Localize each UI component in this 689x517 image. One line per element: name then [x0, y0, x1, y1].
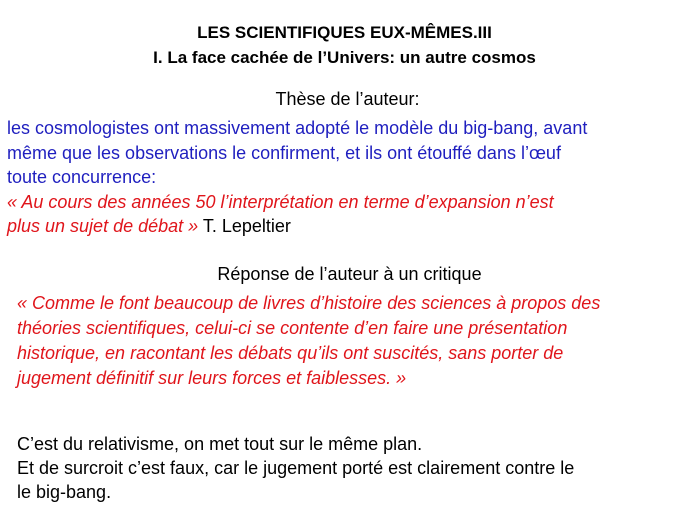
- reply-quote-line: « Comme le font beaucoup de livres d’histoire des sciences à propos des: [17, 293, 601, 313]
- thesis-line: même que les observations le confirment, et ils ont étouffé dans l’œuf: [7, 142, 561, 163]
- lepeltier-quote-end: [7, 214, 685, 239]
- thesis-line: les cosmologistes ont massivement adopté le modèle du big-bang, avant: [7, 118, 588, 138]
- thesis-block: [7, 116, 685, 239]
- quote-author: T. Lepeltier: [198, 216, 291, 236]
- thesis-heading: Thèse de l’auteur:: [275, 89, 420, 109]
- slide-subtitle: I. La face cachée de l’Univers: un autre cosmos: [153, 48, 536, 67]
- comment-line: C’est du relativisme, on met tout sur le même plan.: [17, 434, 423, 454]
- reply-quote-line: théories scientifiques, celui-ci se contente d’en faire une présentation: [17, 318, 568, 338]
- comment-block: [17, 432, 685, 504]
- comment-line: le big-bang.: [17, 482, 112, 502]
- reply-quote-line: historique, en racontant les débats qu’ils ont suscités, sans porter de: [17, 343, 564, 363]
- lepeltier-quote-line: « Au cours des années 50 l’interprétation en terme d’expansion n’est: [7, 191, 554, 212]
- comment-line: Et de surcroit c’est faux, car le jugement porté est clairement contre le: [17, 458, 575, 478]
- reply-heading: Réponse de l’auteur à un critique: [217, 264, 482, 284]
- reply-quote-line: jugement définitif sur leurs forces et faiblesses. »: [17, 368, 407, 388]
- reply-quote-block: [17, 291, 685, 391]
- lepeltier-quote-text: plus un sujet de débat »: [7, 216, 199, 236]
- slide-title: LES SCIENTIFIQUES EUX-MÊMES.III: [197, 23, 492, 42]
- thesis-line: toute concurrence:: [7, 167, 157, 187]
